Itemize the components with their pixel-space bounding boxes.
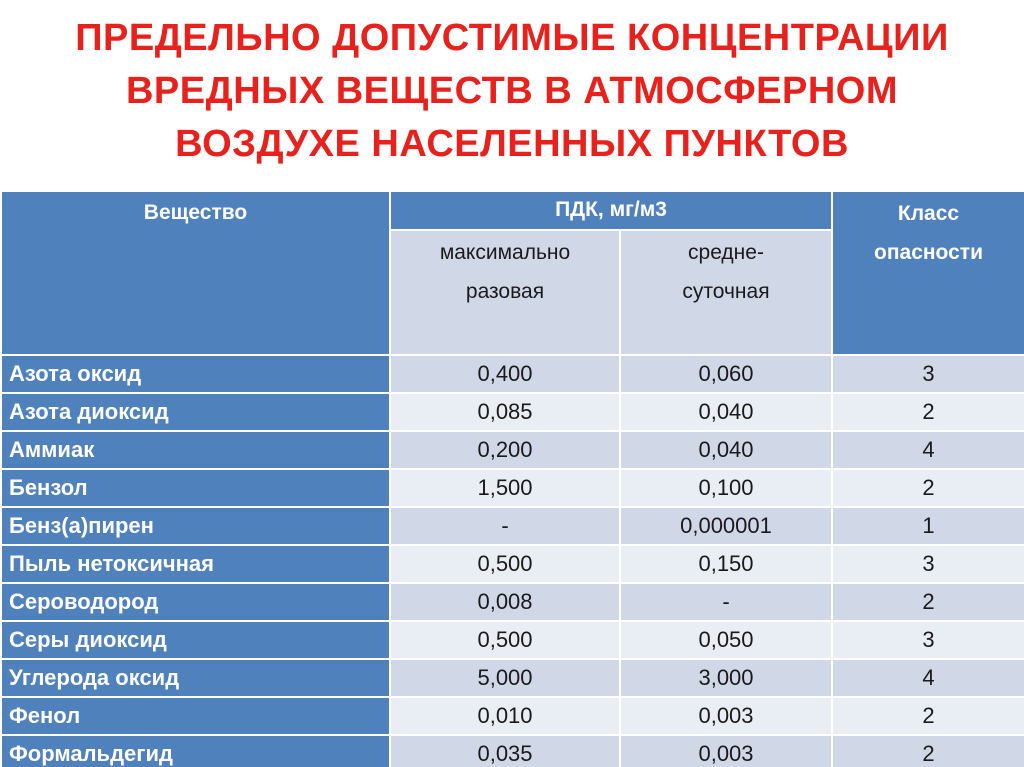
header-max-line-1: максимально — [439, 241, 571, 265]
header-avg-line-2: суточная — [682, 280, 770, 304]
daily-average-value: 0,003 — [620, 735, 832, 767]
header-max-line-2: разовая — [465, 280, 545, 304]
substance-name: Формальдегид — [1, 735, 390, 767]
title-line-1: ПРЕДЕЛЬНО ДОПУСТИМЫЕ КОНЦЕНТРАЦИИ — [75, 17, 949, 59]
table-row — [1, 735, 1024, 767]
substance-name: Пыль нетоксичная — [1, 545, 390, 583]
daily-average-value: 3,000 — [620, 659, 832, 697]
substance-name: Бензол — [1, 469, 390, 507]
daily-average-value: 0,040 — [620, 393, 832, 431]
hazard-class-value: 2 — [832, 697, 1024, 735]
table-row — [1, 583, 1024, 621]
substance-name: Азота оксид — [1, 355, 390, 393]
hazard-class-value: 2 — [832, 393, 1024, 431]
max-single-value: 1,500 — [390, 469, 620, 507]
hazard-class-value: 2 — [832, 469, 1024, 507]
header-avg-line-1: средне- — [688, 241, 764, 265]
hazard-class-value: 2 — [832, 583, 1024, 621]
hazard-class-value: 1 — [832, 507, 1024, 545]
table-row — [1, 507, 1024, 545]
table-row — [1, 545, 1024, 583]
max-single-value: 0,008 — [390, 583, 620, 621]
table-row — [1, 469, 1024, 507]
title-line-2: ВРЕДНЫХ ВЕЩЕСТВ В АТМОСФЕРНОМ — [125, 70, 898, 112]
substance-name: Бенз(а)пирен — [1, 507, 390, 545]
max-single-value: 0,035 — [390, 735, 620, 767]
max-single-value: - — [390, 507, 620, 545]
header-class-line-1: Класс — [897, 202, 960, 225]
substance-name: Азота диоксид — [1, 393, 390, 431]
header-pdk: ПДК, мг/м3 — [390, 191, 832, 230]
table-row — [1, 621, 1024, 659]
table-row — [1, 697, 1024, 735]
substance-name: Фенол — [1, 697, 390, 735]
substance-name: Углерода оксид — [1, 659, 390, 697]
table-row — [1, 355, 1024, 393]
daily-average-value: 0,003 — [620, 697, 832, 735]
hazard-class-value: 3 — [832, 545, 1024, 583]
hazard-class-value: 3 — [832, 621, 1024, 659]
header-substance: Вещество — [1, 191, 390, 355]
daily-average-value: 0,150 — [620, 545, 832, 583]
max-single-value: 0,500 — [390, 545, 620, 583]
daily-average-value: 0,000001 — [620, 507, 832, 545]
daily-average-value: 0,040 — [620, 431, 832, 469]
header-daily-average — [620, 230, 832, 355]
table-row — [1, 431, 1024, 469]
substance-name: Серы диоксид — [1, 621, 390, 659]
max-single-value: 0,010 — [390, 697, 620, 735]
max-single-value: 5,000 — [390, 659, 620, 697]
slide-title — [0, 12, 1024, 171]
header-max-single — [390, 230, 620, 355]
max-single-value: 0,085 — [390, 393, 620, 431]
substance-name: Сероводород — [1, 583, 390, 621]
table-row — [1, 393, 1024, 431]
substance-name: Аммиак — [1, 431, 390, 469]
max-single-value: 0,400 — [390, 355, 620, 393]
title-line-3: ВОЗДУХЕ НАСЕЛЕННЫХ ПУНКТОВ — [175, 123, 849, 165]
hazard-class-value: 4 — [832, 431, 1024, 469]
hazard-class-value: 2 — [832, 735, 1024, 767]
daily-average-value: - — [620, 583, 832, 621]
daily-average-value: 0,050 — [620, 621, 832, 659]
max-single-value: 0,200 — [390, 431, 620, 469]
daily-average-value: 0,100 — [620, 469, 832, 507]
table-row — [1, 659, 1024, 697]
hazard-class-value: 4 — [832, 659, 1024, 697]
pdk-table — [0, 190, 1024, 767]
header-class-line-2: опасности — [874, 241, 983, 264]
daily-average-value: 0,060 — [620, 355, 832, 393]
header-hazard-class — [832, 191, 1024, 355]
hazard-class-value: 3 — [832, 355, 1024, 393]
max-single-value: 0,500 — [390, 621, 620, 659]
